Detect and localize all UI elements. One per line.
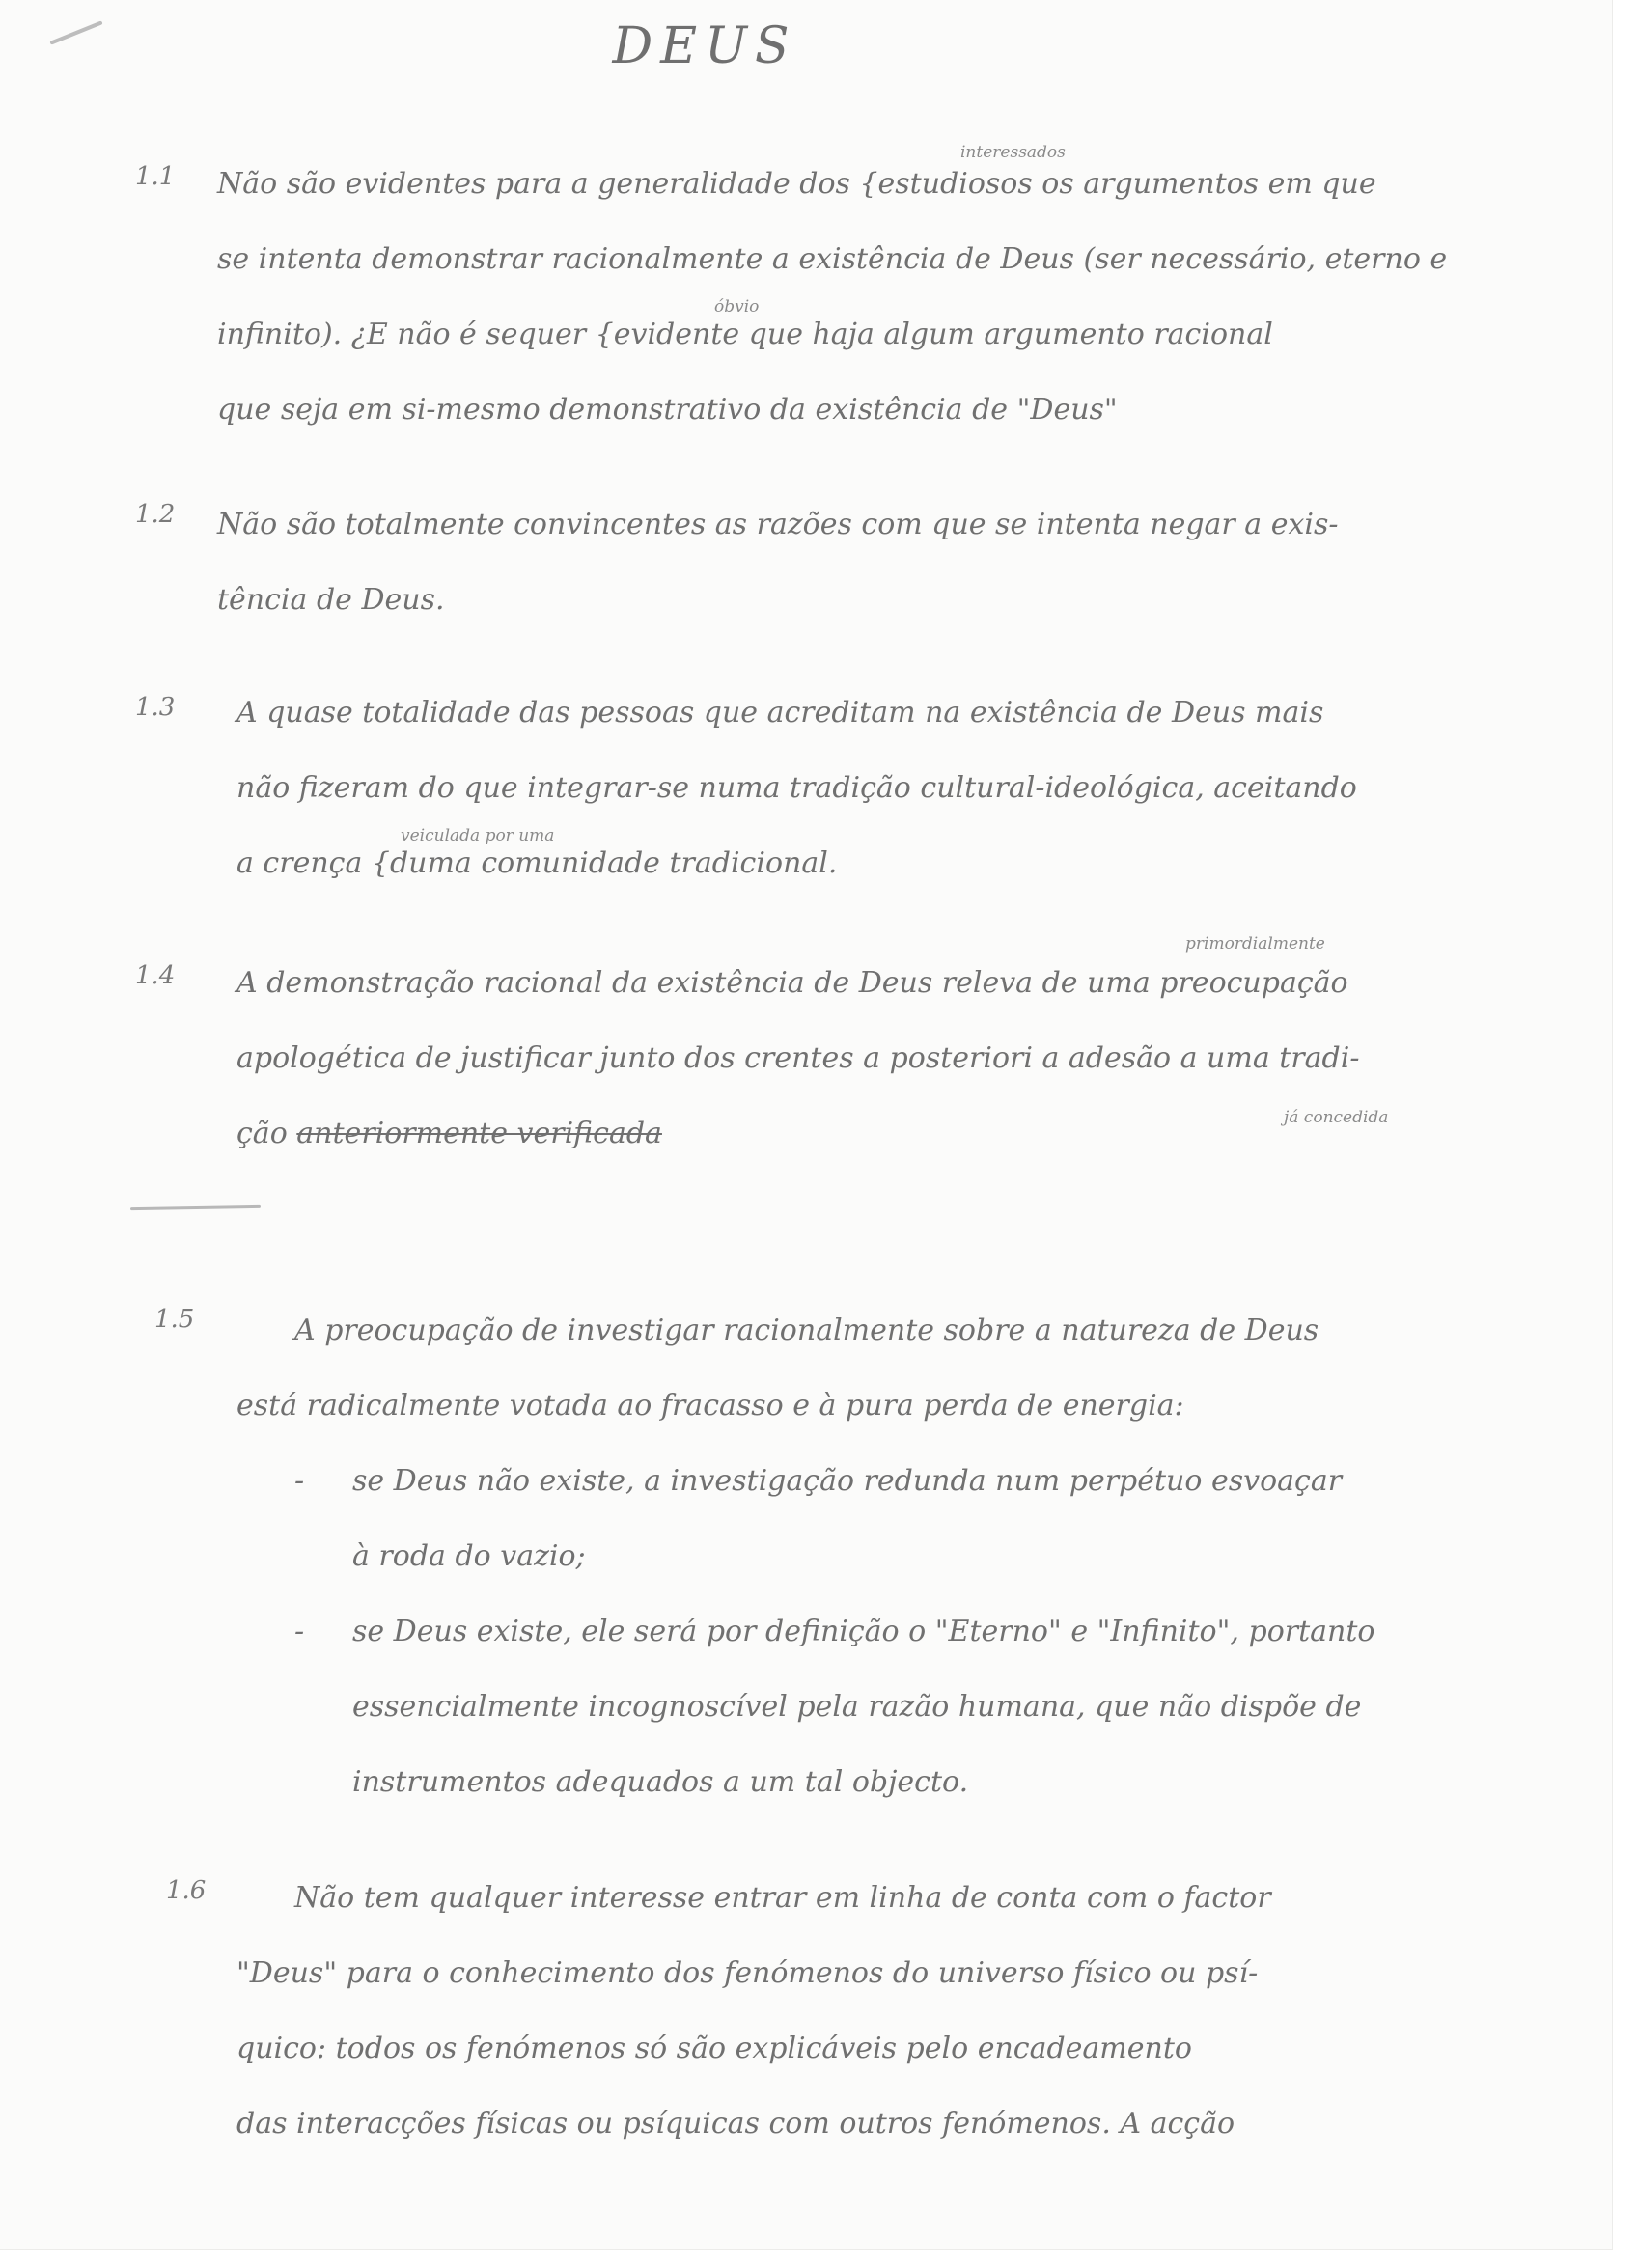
- section-number: 1.5: [154, 1305, 195, 1334]
- bullet-dash: -: [294, 1464, 305, 1498]
- text-line: que seja em si-mesmo demonstrativo da existência de "Deus": [217, 393, 1118, 427]
- text-line: instrumentos adequados a um tal objecto.: [352, 1765, 969, 1799]
- text-line: a crença {duma comunidade tradicional.: [236, 846, 838, 880]
- text-line: está radicalmente votada ao fracasso e à pura perda de energia:: [236, 1389, 1184, 1423]
- text-line: essencialmente incognoscível pela razão humana, que não dispõe de: [352, 1690, 1362, 1724]
- text-line: Não são evidentes para a generalidade dos {estudiosos os argumentos em que: [217, 167, 1376, 201]
- text-line: A preocupação de investigar racionalmente sobre a natureza de Deus: [294, 1314, 1319, 1347]
- separator-rule: [130, 1205, 261, 1210]
- pencil-mark: [49, 20, 102, 44]
- section-1-5-text: [236, 1293, 1520, 1820]
- bullet-dash: -: [294, 1615, 305, 1648]
- section-1-3-text: [236, 676, 1520, 901]
- text-line: quico: todos os fenómenos só são explicáveis pelo encadeamento: [236, 2032, 1192, 2065]
- section-number: 1.4: [135, 961, 176, 990]
- text-line: [236, 1096, 1520, 1172]
- bullet-text: se Deus não existe, a investigação redunda num perpétuo esvoaçar: [352, 1464, 1343, 1498]
- section-1-4-text: [236, 946, 1520, 1172]
- marginal-note: veiculada por uma: [401, 826, 555, 845]
- marginal-note: já concedida: [1284, 1108, 1389, 1127]
- text-line: se intenta demonstrar racionalmente a existência de Deus (ser necessário, eterno e: [217, 242, 1448, 276]
- section-number: 1.3: [135, 693, 176, 722]
- text-line: [236, 1444, 1520, 1519]
- section-1-6-text: [236, 1861, 1520, 2162]
- marginal-note: primordialmente: [1185, 934, 1325, 954]
- marginal-note: interessados: [960, 143, 1066, 162]
- text-fragment: ção: [236, 1117, 288, 1150]
- text-line: infinito). ¿E não é sequer {evidente que haja algum argumento racional: [217, 318, 1273, 351]
- text-line: [236, 1594, 1520, 1670]
- struck-text: anteriormente verificada: [296, 1117, 662, 1150]
- text-line: A quase totalidade das pessoas que acreditam na existência de Deus mais: [236, 696, 1324, 730]
- text-line: não fizeram do que integrar-se numa tradição cultural-ideológica, aceitando: [236, 771, 1357, 805]
- text-line: tência de Deus.: [217, 583, 445, 617]
- bullet-text: se Deus existe, ele será por definição o "Eterno" e "Infinito", portanto: [352, 1615, 1375, 1648]
- section-1-2-text: [217, 487, 1501, 638]
- section-number: 1.2: [135, 500, 176, 529]
- text-line: apologética de justificar junto dos crentes a posteriori a adesão a uma tradi-: [236, 1041, 1360, 1075]
- text-line: "Deus" para o conhecimento dos fenómenos do universo físico ou psí-: [236, 1956, 1259, 1990]
- page-title: DEUS: [612, 17, 797, 75]
- text-line: das interacções físicas ou psíquicas com outros fenómenos. A acção: [236, 2107, 1235, 2141]
- text-line: Não são totalmente convincentes as razões com que se intenta negar a exis-: [217, 508, 1339, 541]
- section-1-1-text: [217, 147, 1501, 448]
- text-line: Não tem qualquer interesse entrar em linha de conta com o factor: [294, 1881, 1271, 1915]
- marginal-note: óbvio: [714, 297, 760, 317]
- section-number: 1.6: [166, 1876, 207, 1905]
- text-line: A demonstração racional da existência de Deus releva de uma preocupação: [236, 966, 1348, 1000]
- section-number: 1.1: [135, 162, 176, 191]
- text-line: à roda do vazio;: [352, 1539, 586, 1573]
